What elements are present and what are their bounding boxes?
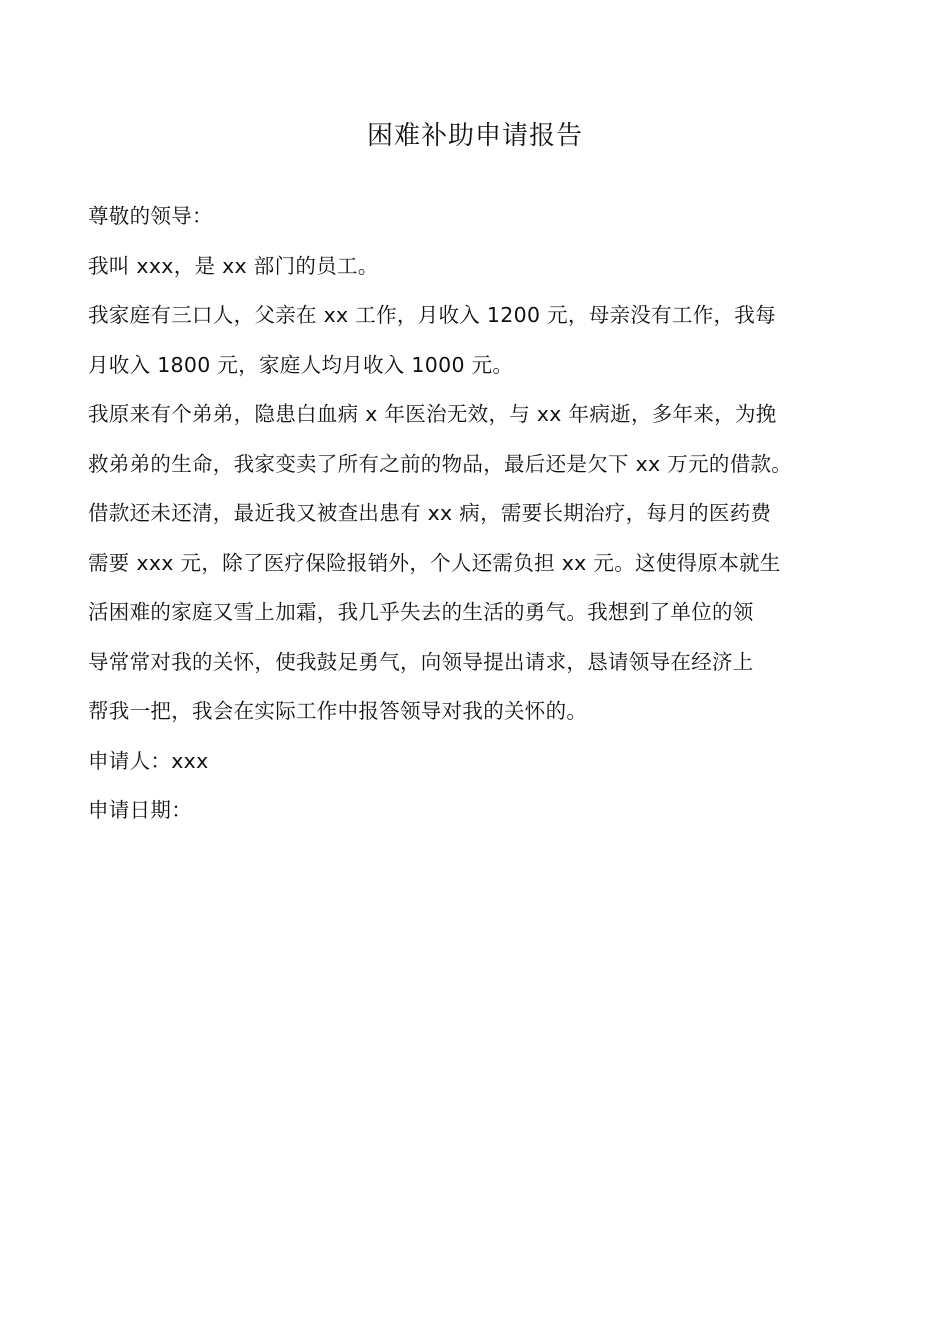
story-line-7: 帮我一把，我会在实际工作中报答领导对我的关怀的。 [88, 699, 588, 723]
document-title: 困难补助申请报告 [366, 121, 583, 151]
story-line-6: 导常常对我的关怀，使我鼓足勇气，向领导提出请求，恳请领导在经济上 [88, 649, 754, 674]
document-body [88, 192, 878, 836]
story-line-4: 需要 xxx 元，除了医疗保险报销外，个人还需负担 xx 元。这使得原本就生 [88, 550, 781, 575]
story-line-5: 活困难的家庭又雪上加霜，我几乎失去的生活的勇气。我想到了单位的领 [88, 600, 754, 624]
story-line-3: 借款还未还清，最近我又被查出患有 xx 病，需要长期治疗，每月的医药费 [88, 501, 772, 525]
salutation-line: 尊敬的领导： [88, 204, 213, 228]
applicant-line: 申请人：xxx [88, 748, 209, 773]
family-line-1: 我家庭有三口人，父亲在 xx 工作，月收入 1200 元，母亲没有工作，我每 [88, 303, 776, 327]
family-line-2: 月收入 1800 元，家庭人均月收入 1000 元。 [88, 352, 514, 377]
story-line-1: 我原来有个弟弟，隐患白血病 x 年医治无效，与 xx 年病逝，多年来，为挽 [88, 402, 777, 426]
application-date-line: 申请日期： [88, 798, 192, 822]
intro-line: 我叫 xxx，是 xx 部门的员工。 [88, 253, 379, 278]
story-line-2: 救弟弟的生命，我家变卖了所有之前的物品，最后还是欠下 xx 万元的借款。 [88, 451, 793, 476]
